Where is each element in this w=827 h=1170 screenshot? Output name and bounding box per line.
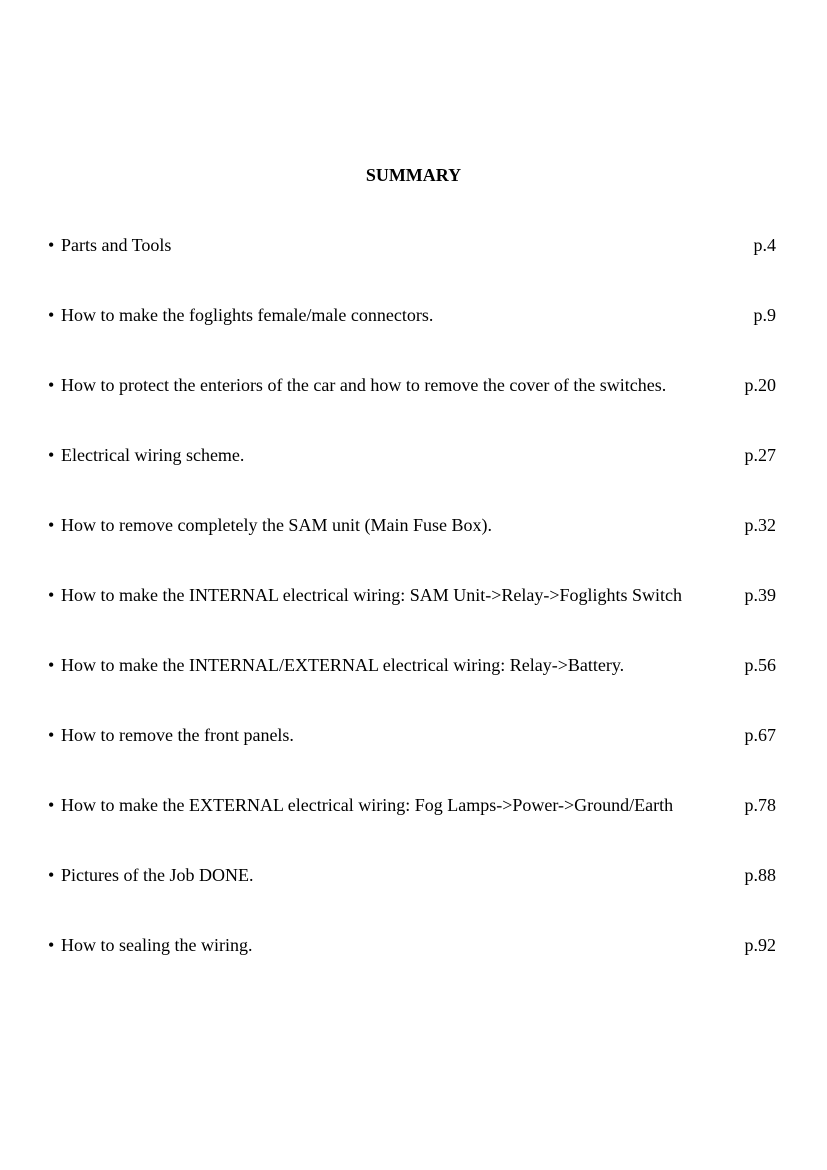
- toc-entry: [48, 513, 776, 583]
- toc-entry-label: How to remove completely the SAM unit (Main Fuse Box).: [61, 515, 492, 535]
- bullet-icon: •: [48, 585, 55, 605]
- toc-entry-page: p.56: [744, 655, 776, 675]
- toc-entry: [48, 933, 776, 1003]
- toc-entry-page: p.4: [753, 235, 776, 255]
- bullet-icon: •: [48, 655, 55, 675]
- toc-entry: [48, 373, 776, 443]
- bullet-icon: •: [48, 865, 55, 885]
- toc-entry-label: Parts and Tools: [61, 235, 172, 255]
- toc-entry: [48, 653, 776, 723]
- toc-entry: [48, 863, 776, 933]
- toc-entry-label: How to make the INTERNAL/EXTERNAL electrical wiring: Relay->Battery.: [61, 655, 625, 675]
- toc-entry-page: p.67: [744, 725, 776, 745]
- toc-entry-label: How to make the EXTERNAL electrical wiring: Fog Lamps->Power->Ground/Earth: [61, 795, 674, 815]
- bullet-icon: •: [48, 515, 55, 535]
- toc-entry-label: Pictures of the Job DONE.: [61, 865, 254, 885]
- bullet-icon: •: [48, 935, 55, 955]
- bullet-icon: •: [48, 725, 55, 745]
- toc-entry-label: How to make the INTERNAL electrical wiring: SAM Unit->Relay->Foglights Switch: [61, 585, 683, 605]
- toc-entry: [48, 793, 776, 863]
- toc-entry: [48, 303, 776, 373]
- toc-entry-page: p.9: [753, 305, 776, 325]
- toc-entry: [48, 233, 776, 303]
- toc-entry-page: p.78: [744, 795, 776, 815]
- toc-entry-label: How to remove the front panels.: [61, 725, 294, 745]
- bullet-icon: •: [48, 795, 55, 815]
- toc-entry-label: How to sealing the wiring.: [61, 935, 253, 955]
- toc-entry-page: p.88: [744, 865, 776, 885]
- toc-entry-label: How to make the foglights female/male connectors.: [61, 305, 434, 325]
- toc-entry-page: p.20: [744, 375, 776, 395]
- toc-entry-label: Electrical wiring scheme.: [61, 445, 245, 465]
- toc-entry-page: p.39: [744, 585, 776, 605]
- bullet-icon: •: [48, 375, 55, 395]
- bullet-icon: •: [48, 445, 55, 465]
- toc-entry-label: How to protect the enteriors of the car and how to remove the cover of the switches.: [61, 375, 667, 395]
- toc-entry: [48, 723, 776, 793]
- table-of-contents: [48, 233, 776, 1003]
- toc-entry-page: p.32: [744, 515, 776, 535]
- bullet-icon: •: [48, 235, 55, 255]
- toc-entry: [48, 583, 776, 653]
- toc-entry-page: p.92: [744, 935, 776, 955]
- toc-entry-page: p.27: [744, 445, 776, 465]
- bullet-icon: •: [48, 305, 55, 325]
- toc-entry: [48, 443, 776, 513]
- page-title: SUMMARY: [365, 165, 462, 185]
